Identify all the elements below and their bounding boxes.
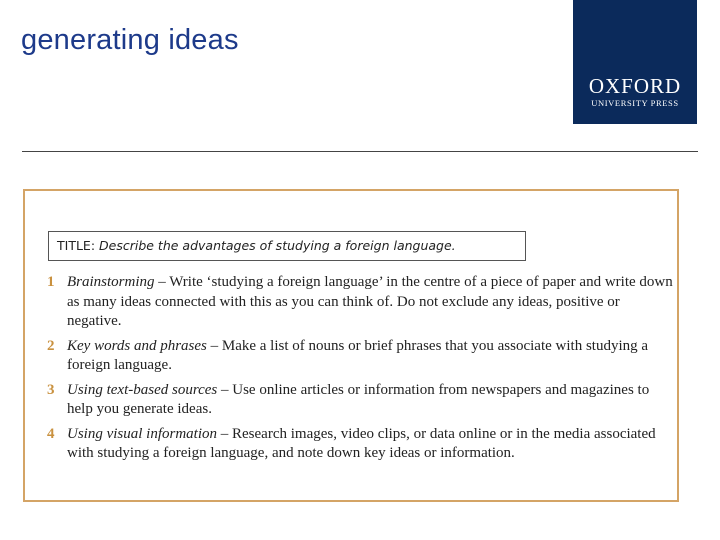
logo-subtitle: UNIVERSITY PRESS	[591, 98, 679, 108]
slide-title: generating ideas	[21, 24, 239, 56]
step-visual-information	[47, 425, 677, 464]
step-number: 2	[47, 337, 55, 354]
step-key-words	[47, 337, 677, 376]
step-text-sources	[47, 381, 677, 420]
step-brainstorming	[47, 273, 677, 332]
step-number: 3	[47, 381, 55, 398]
logo-word: OXFORD	[588, 74, 682, 98]
title-divider	[22, 151, 698, 152]
step-text: – Make a list of nouns or brief phrases that you associate with studying a foreign language.	[67, 337, 649, 373]
step-number: 4	[47, 425, 55, 442]
essay-title-box	[48, 231, 526, 261]
essay-title-label: TITLE:	[57, 238, 96, 253]
step-text: – Use online articles or information from newspapers and magazines to help you generate ideas.	[67, 381, 650, 417]
step-number: 1	[47, 274, 55, 290]
step-term: Key words and phrases	[67, 337, 207, 354]
step-text: – Write ‘studying a foreign language’ in the centre of a piece of paper and write down as many ideas connected with this as you can think of. Do not exclude any ideas, positive or negative.	[67, 274, 673, 329]
textbook-excerpt	[23, 189, 679, 502]
idea-generation-steps	[47, 273, 677, 469]
step-term: Brainstorming	[67, 274, 155, 290]
step-text: – Research images, video clips, or data online or in the media associated with studying a foreign language, and note down key ideas or information.	[67, 425, 656, 461]
step-term: Using text-based sources	[67, 381, 218, 398]
oxford-university-press-logo	[573, 0, 697, 124]
step-term: Using visual information	[67, 425, 218, 442]
essay-title-text: Describe the advantages of studying a foreign language.	[99, 238, 456, 253]
